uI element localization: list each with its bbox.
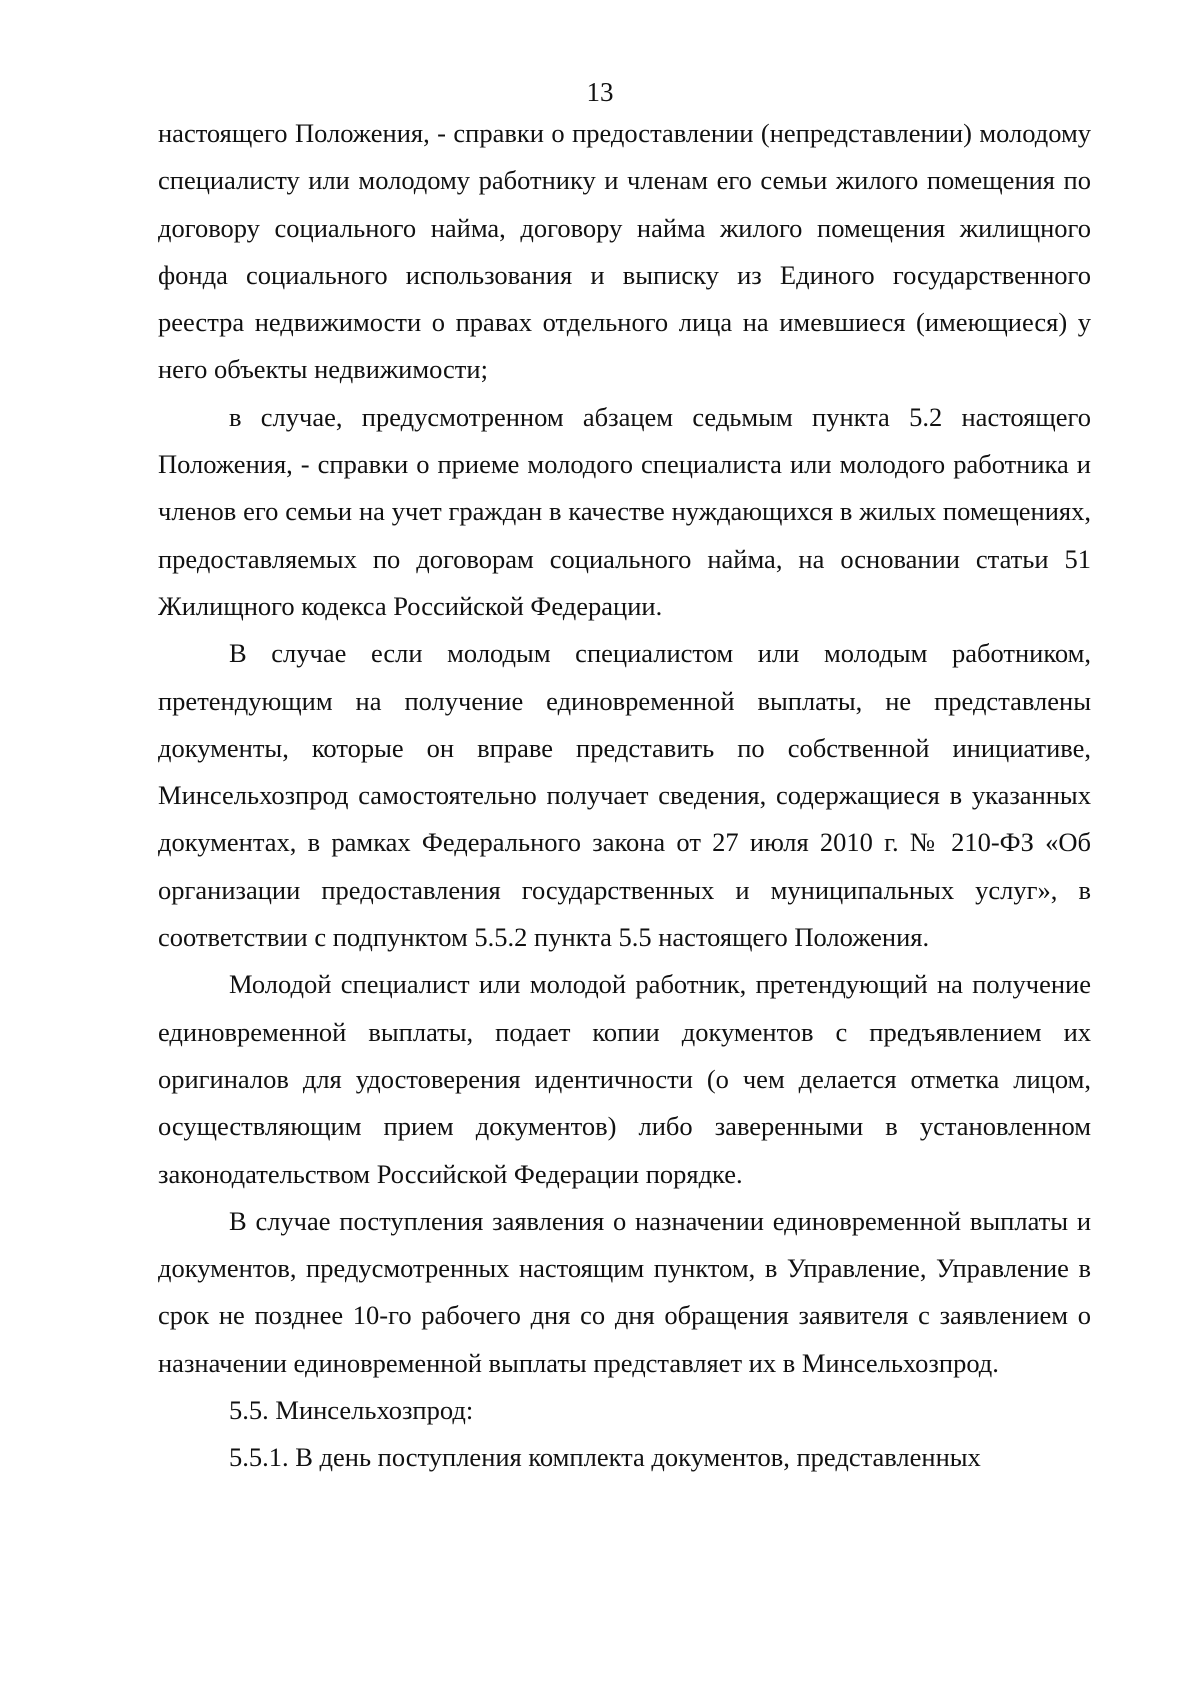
- paragraph-1: настоящего Положения, - справки о предоставлении (непредставлении) молодому специалисту или молодому работнику и членам его семьи жилого помещения по договору социального найма, договору найма жилого помещения жилищного фонда социального использования и выписку из Единого государственного реестра недвижимости о правах отдельного лица на имевшиеся (имеющиеся) у него объекты недвижимости;: [158, 118, 1091, 385]
- paragraph-4: Молодой специалист или молодой работник, претендующий на получение единовременной выплаты, подает копии документов с предъявлением их оригиналов для удостоверения идентичности (о чем делается отметка лицом, осуществляющим прием документов) либо заверенными в установленном законодательством Российской Федерации порядке.: [158, 969, 1091, 1189]
- page-number: 13: [586, 77, 614, 107]
- paragraph-5: В случае поступления заявления о назначении единовременной выплаты и документов, предусмотренных настоящим пунктом, в Управление, Управление в срок не позднее 10-го рабочего дня со дня обращения заявителя с заявлением о назначении единовременной выплаты представляет их в Минсельхозпрод.: [158, 1205, 1091, 1378]
- paragraph-5-5-1: 5.5.1. В день поступления комплекта документов, представленных: [229, 1442, 981, 1473]
- section-heading-5-5: 5.5. Минсельхозпрод:: [229, 1395, 474, 1426]
- paragraph-2: в случае, предусмотренном абзацем седьмым пункта 5.2 настоящего Положения, - справки о приеме молодого специалиста или молодого работника и членов его семьи на учет граждан в качестве нуждающихся в жилых помещениях, предоставляемых по договорам социального найма, на основании статьи 51 Жилищного кодекса Российской Федерации.: [158, 401, 1091, 621]
- paragraph-3: В случае если молодым специалистом или молодым работником, претендующим на получение единовременной выплаты, не представлены документы, которые он вправе представить по собственной инициативе, Минсельхозпрод самостоятельно получает сведения, содержащиеся в указанных документах, в рамках Федерального закона от 27 июля 2010 г. № 210-ФЗ «Об организации предоставления государственных и муниципальных услуг», в соответствии с подпунктом 5.5.2 пункта 5.5 настоящего Положения.: [158, 638, 1091, 953]
- document-body: [158, 110, 1091, 1482]
